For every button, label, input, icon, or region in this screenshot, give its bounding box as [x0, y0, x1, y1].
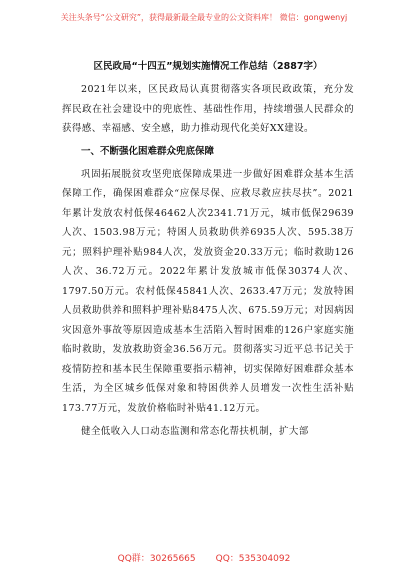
- qq-label: QQ：: [215, 553, 239, 564]
- qq-contact: [216, 551, 291, 564]
- section-1-paragraph: 巩固拓展脱贫攻坚兜底保障成果进一步做好困难群众基本生活保障工作，确保困难群众“应保尽保、应救尽救应扶尽扶”。2021年累计发放农村低保46462人次2341.71万元，城市低保29639人次、1503.98万元；特困人员救助供养6935人次、595.38万元；照料护理补贴984人次，发放资金20.33万元；临时救助126人次、36.72万元。2022年累计发放城市低保30374人次、1797.50万元。农村低保45841人次、2633.47万元；发放特困人员救助供养和照料护理补贴8475人次、675.59万元；对因病因灾因意外事故等原因造成基本生活陷入暂时困难的126户家庭实施临时救助，发放救助资金36.56万元。贯彻落实习近平总书记关于疫情防控和基本民生保障重要指示精神，切实保障好困难群众基本生活，为全区城乡低保对象和特困供养人员增发一次性生活补贴173.77万元，发放价格临时补贴41.12万元。: [62, 168, 354, 414]
- qq-group-label: QQ群：: [117, 553, 150, 564]
- document-title: 区民政局“十四五”规划实施情况工作总结（2887字）: [93, 61, 323, 72]
- intro-paragraph: 2021年以来，区民政局认真贯彻落实各项民政政策，充分发挥民政在社会建设中的兜底性、基础性作用，持续增强人民群众的获得感、幸福感、安全感，助力推动现代化美好XX建设。: [62, 84, 354, 134]
- top-promo-banner: [0, 6, 408, 28]
- qq-group-number: 30265665: [149, 553, 196, 564]
- document-page: [62, 30, 354, 544]
- qq-group-contact: [118, 551, 196, 564]
- section-heading-1: 一、不断强化困难群众兜底保障: [81, 145, 215, 157]
- promo-banner-text: 关注头条号“公文研究”，获得最新最全最专业的公文资料库！ 微信：gongwenyj: [60, 12, 348, 22]
- section-1-continued-paragraph: 健全低收入人口动态监测和常态化帮扶机制，扩大部: [81, 426, 309, 437]
- contact-footer: [0, 546, 408, 568]
- qq-number: 535304092: [238, 553, 291, 564]
